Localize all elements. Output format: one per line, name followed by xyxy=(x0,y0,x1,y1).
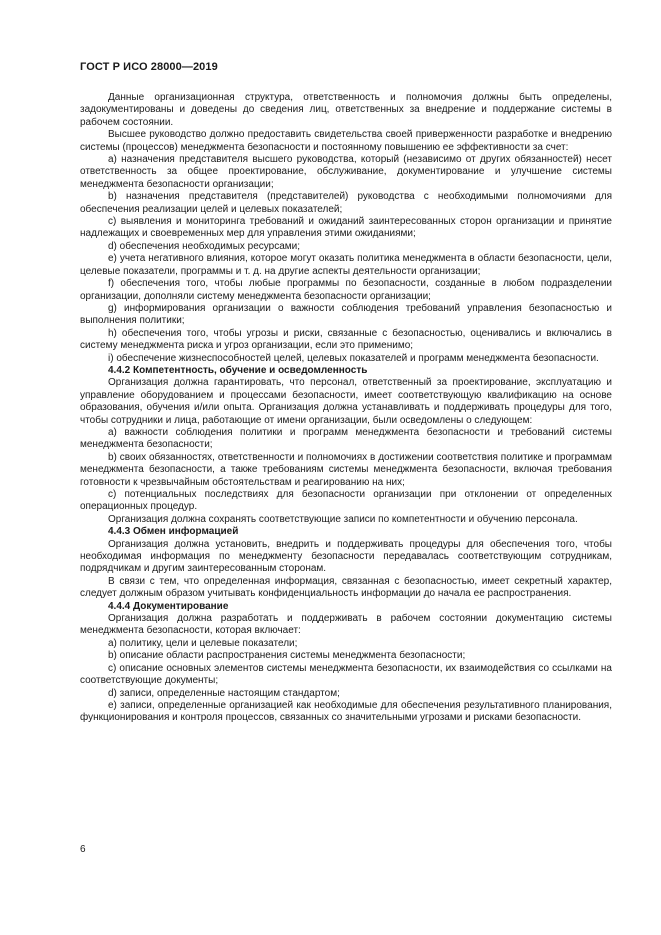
heading-4-4-3: 4.4.3 Обмен информацией xyxy=(108,526,239,538)
heading-4-4-4: 4.4.4 Документирование xyxy=(108,600,229,612)
list-item-d-3: d) записи, определенные настоящим стандартом; xyxy=(108,687,340,699)
list-item-g: g) информирования организации о важности соблюдения требований управления безопасностью и выполнения политики; xyxy=(80,302,612,327)
para-leadership: Высшее руководство должно предоставить свидетельства своей приверженности разработке и внедрению системы (процессов) менеджмента безопасности и постоянному повышению ее эффективности за счет: xyxy=(80,129,612,153)
list-item-e-3: e) записи, определенные организацией как необходимые для обеспечения результативного планирования, функционирования и контроля процессов, связанных со значительными угрозами и рисками безопасности. xyxy=(80,699,612,724)
list-item-a: a) назначения представителя высшего руководства, который (независимо от других обязанностей) несет ответственность за общее проектирование, обслуживание, документирование и улучшение системы менеджмента безопасности организации; xyxy=(80,154,612,190)
list-item-b: b) назначения представителя (представителей) руководства с необходимыми полномочиями для обеспечения реализации целей и целевых показателей; xyxy=(80,191,612,215)
page-header-title: ГОСТ Р ИСО 28000—2019 xyxy=(80,61,218,73)
list-item-c-2: c) потенциальных последствиях для безопасности организации при отклонении от определенных операционных процедур. xyxy=(80,489,612,513)
para-records: Организация должна сохранять соответствующие записи по компетентности и обучению персонала. xyxy=(108,513,578,525)
list-item-a-3: a) политику, цели и целевые показатели; xyxy=(108,637,298,649)
list-item-b-2: b) своих обязанностях, ответственности и полномочиях в достижении соответствия политике и программам менеджмента безопасности, а также требованиям системы менеджмента безопасности, включая требования готовности к чрезвычайным обстоятельствам и реагированию на них; xyxy=(80,451,612,488)
heading-4-4-2: 4.4.2 Компетентность, обучение и осведомленность xyxy=(108,364,368,376)
para-confidential: В связи с тем, что определенная информация, связанная с безопасностью, имеет секретный характер, следует должным образом учитывать конфиденциальность информации до начала ее распространения. xyxy=(80,575,612,600)
list-item-c-3: c) описание основных элементов системы менеджмента безопасности, их взаимодействия со ссылками на соответствующие документы; xyxy=(80,662,612,687)
list-item-f: f) обеспечения того, чтобы любые программы по безопасности, созданные в любом подразделении организации, дополняли систему менеджмента безопасности организации; xyxy=(80,278,612,302)
list-item-c: c) выявления и мониторинга требований и ожиданий заинтересованных сторон организации и принятие надлежащих и своевременных мер для управления этими ожиданиями; xyxy=(80,216,612,240)
para-intro: Данные организационная структура, ответственность и полномочия должны быть определены, задокументированы и доведены до сведения лиц, ответственных за внедрение и поддержание системы в рабочем состоянии. xyxy=(80,92,612,128)
list-item-e: e) учета негативного влияния, которое могут оказать политика менеджмента в области безопасности, цели, целевые показатели, программы и т. д. на другие аспекты деятельности организации; xyxy=(80,253,612,277)
list-item-b-3: b) описание области распространения системы менеджмента безопасности; xyxy=(108,650,466,662)
para-documentation: Организация должна разработать и поддерживать в рабочем состоянии документацию системы менеджмента безопасности, которая включает: xyxy=(80,613,612,637)
page-number: 6 xyxy=(80,844,86,855)
document-body xyxy=(80,92,612,725)
list-item-d: d) обеспечения необходимых ресурсами; xyxy=(108,240,301,252)
list-item-h: h) обеспечения того, чтобы угрозы и риски, связанные с безопасностью, оценивались и включались в систему менеджмента риска и угроз организации, если это применимо; xyxy=(80,327,612,352)
list-item-a-2: a) важности соблюдения политики и программ менеджмента безопасности и требований системы менеджмента безопасности; xyxy=(80,426,612,451)
para-communication: Организация должна установить, внедрить и поддерживать процедуры для обеспечения того, чтобы необходимая информация по менеджменту безопасности передавалась соответствующим сотрудникам, подрядчикам и другим заинтересованным сторонам. xyxy=(80,538,612,575)
list-item-i: i) обеспечение жизнеспособностей целей, целевых показателей и программ менеджмента безопасности. xyxy=(108,352,599,364)
para-competence: Организация должна гарантировать, что персонал, ответственный за проектирование, эксплуатацию и управление оборудованием и процессами безопасности, имеет соответствующую квалификацию на основе образования, обучения и/или опыта. Организация должна устанавливать и поддерживать процедуры для того, чтобы сотрудники и лица, работающие от имени организации, были осведомлены о следующем: xyxy=(80,377,612,426)
